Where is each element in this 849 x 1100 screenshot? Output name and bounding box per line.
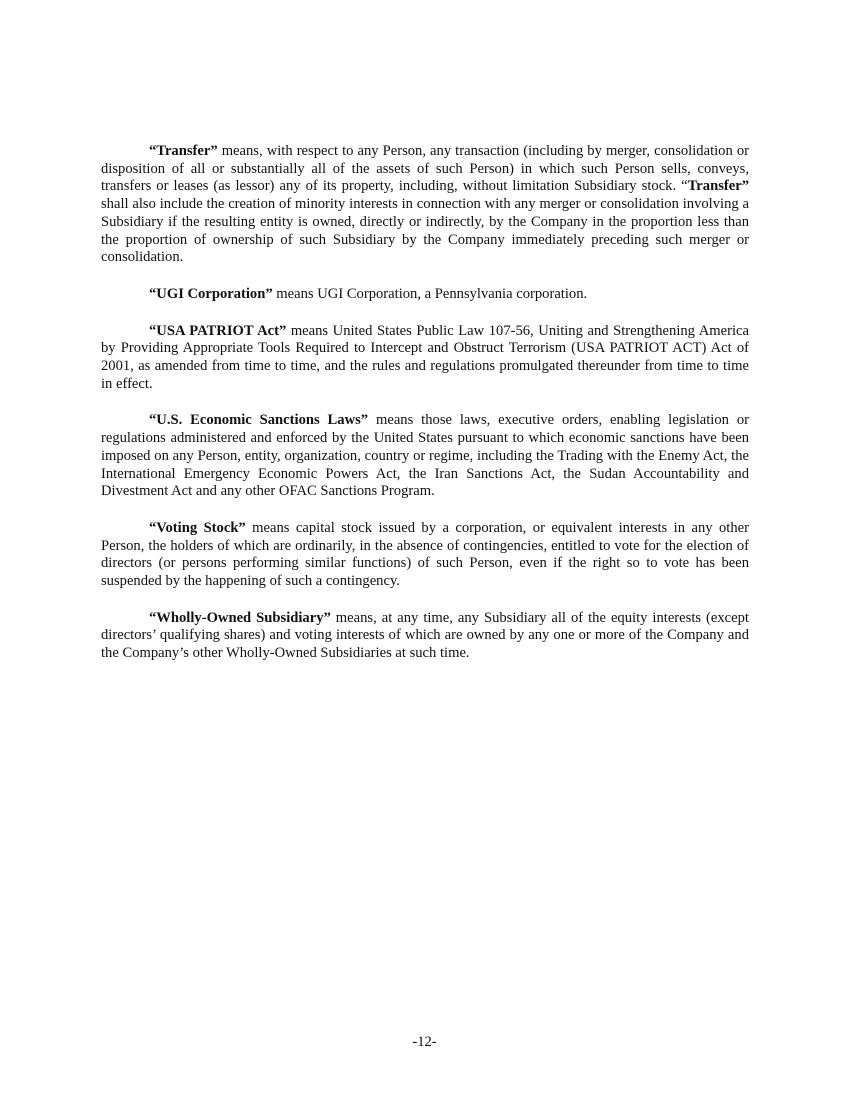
definition-text: means UGI Corporation, a Pennsylvania corporation.	[272, 285, 588, 302]
defined-term: “Wholly-Owned Subsidiary”	[149, 609, 331, 626]
page-number: -12-	[412, 1034, 437, 1050]
defined-term: “Voting Stock”	[149, 519, 246, 536]
definition-text: means those laws, executive orders, enabling legislation or regulations administered and enforced by the United States pursuant to which economic sanctions have been imposed on any Person, entity, organization, country or regime, including the Trading with the Enemy Act, the International Emergency Economic Powers Act, the Iran Sanctions Act, the Sudan Accountability and Divestment Act and any other OFAC Sanctions Program.	[101, 412, 749, 500]
definition-us-economic-sanctions-laws	[101, 412, 749, 501]
definition-voting-stock	[101, 520, 749, 591]
defined-term: “Transfer”	[149, 143, 218, 159]
definition-transfer	[101, 143, 749, 267]
definition-text: means, at any time, any Subsidiary all of the equity interests (except directors’ qualifying shares) and voting interests of which are owned by any one or more of the Company and the Company’s other Wholly-Owned Subsidiaries at such time.	[101, 609, 749, 662]
definition-text: means capital stock issued by a corporation, or equivalent interests in any other Person, the holders of which are ordinarily, in the absence of contingencies, entitled to vote for the election of directors (or persons performing similar functions) of such Person, even if the right so to vote has been suspended by the happening of such a contingency.	[101, 519, 749, 590]
definition-text: means, with respect to any Person, any transaction (including by merger, consolidation or disposition of all or substantially all of the assets of such Person) in which such Person sells, conveys, transfers or leases (as lessor) any of its property, including, without limitation Subsidiary stock. “	[101, 143, 749, 195]
document-page	[101, 143, 749, 682]
definition-ugi-corporation	[101, 286, 749, 304]
defined-term: “USA PATRIOT Act”	[149, 322, 287, 339]
defined-term: “UGI Corporation”	[149, 285, 273, 302]
definition-text: shall also include the creation of minority interests in connection with any merger or consolidation involving a Subsidiary if the resulting entity is owned, directly or indirectly, by the Company in the proportion less than the proportion of ownership of such Subsidiary by the Company immediately preceding such merger or consolidation.	[101, 196, 749, 266]
definition-text: means United States Public Law 107-56, Uniting and Strengthening America by Providing Appropriate Tools Required to Intercept and Obstruct Terrorism (USA PATRIOT ACT) Act of 2001, as amended from time to time, and the rules and regulations promulgated thereunder from time to time in effect.	[101, 322, 749, 392]
defined-term: Transfer”	[687, 178, 749, 195]
definition-usa-patriot-act	[101, 323, 749, 394]
definition-wholly-owned-subsidiary	[101, 610, 749, 663]
defined-term: “U.S. Economic Sanctions Laws”	[149, 412, 369, 429]
